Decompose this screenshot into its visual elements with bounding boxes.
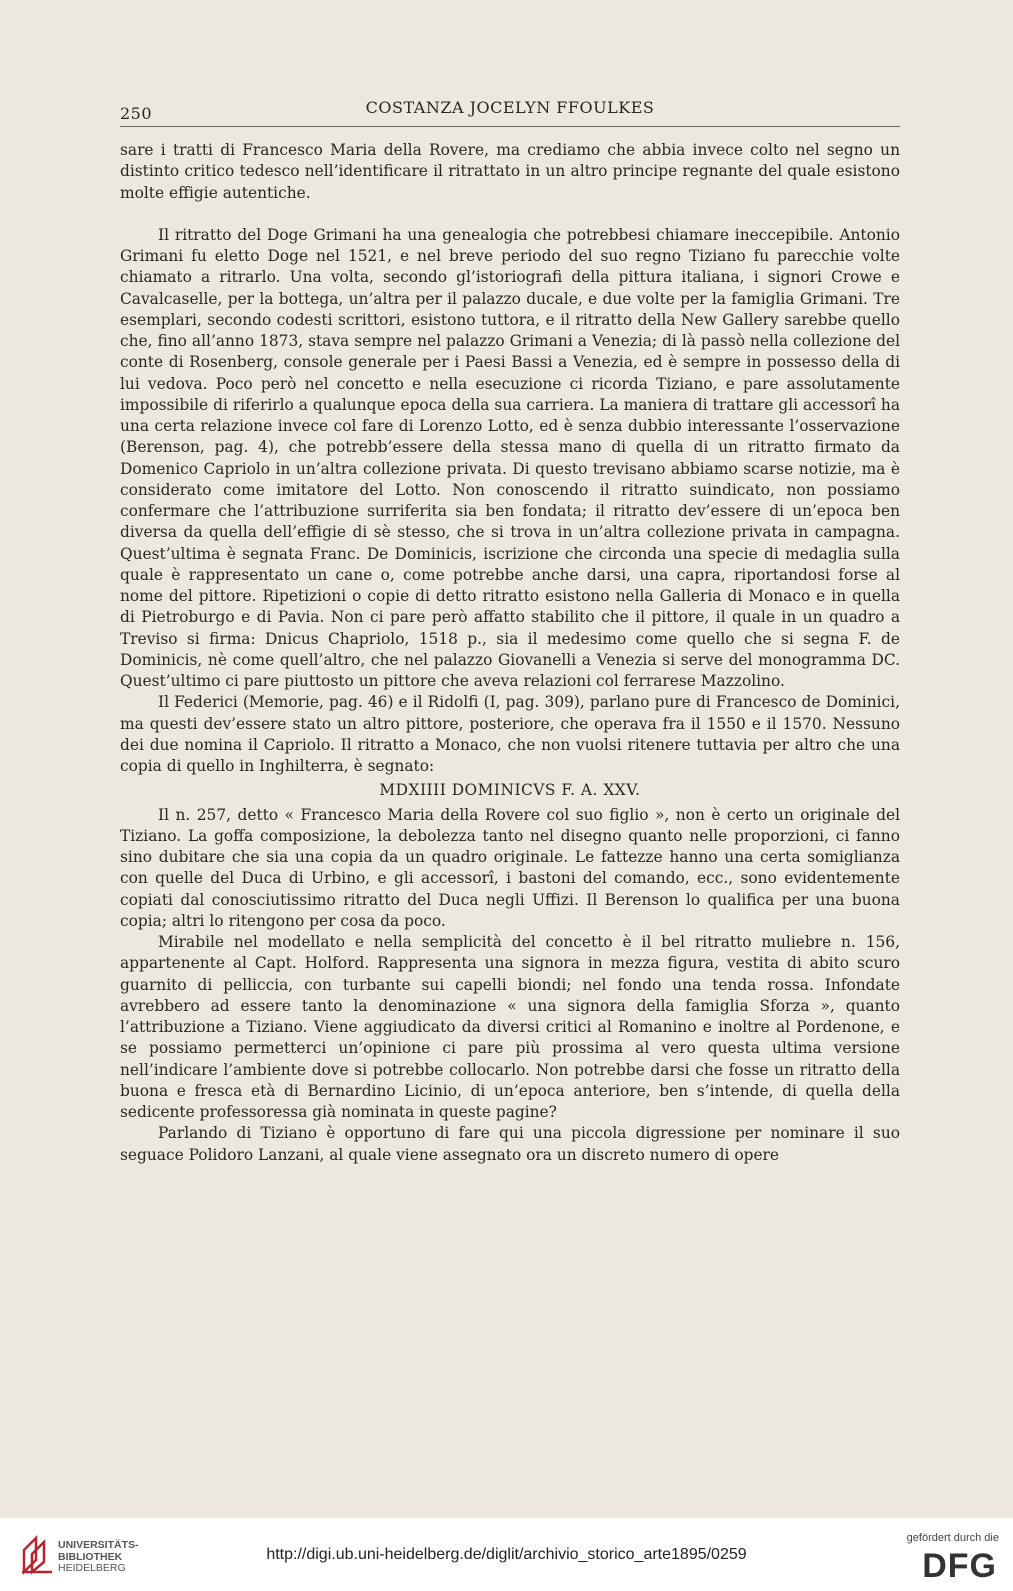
paragraph-2: Il ritratto del Doge Grimani ha una genealogia che potrebbesi chiamare ineccepibile. Antonio Grimani fu eletto Doge nel 1521, e nel breve periodo del suo regno Tiziano fu parecchie volte chiamato a ritrarlo. Una volta, secondo gl’istoriografi della pittura italiana, i signori Crowe e Cavalcaselle, per la bottega, un’altra per il palazzo ducale, e due volte per la famiglia Grimani. Tre esemplari, secondo codesti scrittori, esistono tuttora, e il ritratto della New Gallery sarebbe quello che, fino all’anno 1873, stava sempre nel palazzo Grimani a Venezia; di là passò nella collezione del conte di Rosenberg, console generale per i Paesi Bassi a Venezia, ed è sempre in possesso della di lui vedova. Poco però nel concetto e nella esecuzione ci ricorda Tiziano, e pare assolutamente impossibile di riferirlo a qualunque epoca della sua carriera. La maniera di trattare gli accessorî ha una certa relazione invece col fare di Lorenzo Lotto, ed è senza dubbio interessante l’osservazione (Berenson, pag. 4), che potrebb’essere della stessa mano di quella di un ritratto firmato da Domenico Capriolo in un’altra collezione privata. Di questo trevisano abbiamo scarse notizie, ma è considerato come imitatore del Lotto. Non conoscendo il ritratto suindicato, non possiamo confermare che l’attribuzione surriferita sia ben fondata; il ritratto dev’essere di un’epoca ben diversa da quella dell’effigie di sè stesso, che si trova in un’altra collezione privata in campagna. Quest’ultima è segnata Franc. De Dominicis, iscrizione che circonda una specie di medaglia sulla quale è rappresentato un cane o, come potrebbe anche darsi, una capra, riportandosi forse al nome del pittore. Ripetizioni o copie di detto ritratto esistono nella Galleria di Monaco e in quella di Pietroburgo e di Pavia. Non ci pare però affatto stabilito che il pittore, il quale in un quadro a Treviso si firma: Dnicus Chapriolo, 1518 p., sia il medesimo come quello che si segna F. de Dominicis, nè come quell’altro, che nel palazzo Giovanelli a Venezia si serve del monogramma DC. Quest’ultimo ci pare piuttosto un pittore che aveva relazioni col ferrarese Mazzolino. (120, 225, 900, 690)
running-title: COSTANZA JOCELYN FFOULKES (365, 98, 655, 117)
library-line-2: BIBLIOTHEK (58, 1550, 123, 1563)
page-number: 250 (120, 104, 153, 123)
paragraph-3: Il Federici (Memorie, pag. 46) e il Ridolfi (I, pag. 309), parlano pure di Francesco de Dominici, ma questi dev’essere stato un altro pittore, posteriore, che operava fra il 1550 e il 1570. Nessuno dei due nomina il Capriolo. Il ritratto a Monaco, che non vuolsi ritenere tuttavia per altro che una copia di quello in Inghilterra, è segnato: (120, 693, 900, 775)
paragraph-5: Mirabile nel modellato e nella semplicità del concetto è il bel ritratto muliebre n. 156, appartenente al Capt. Holford. Rappresenta una signora in mezza figura, vestita di abito scuro guarnito di pelliccia, con turbante sui capelli biondi; nel fondo una tenda rossa. Infondate avrebbero ad essere tanto la denominazione « una signora della famiglia Sforza », quanto l’attribuzione a Tiziano. Viene aggiudicato da diversi critici al Romanino e inoltre al Pordenone, e se possiamo permetterci un’opinione ci pare più prossima al vero questa ultima versione nell’indicare l’ambiente dove si potrebbe collocarlo. Non potrebbe darsi che fosse un ritratto della buona e fresca età di Bernardino Licinio, di un’epoca anteriore, ben s’intende, di quella della sedicente professoressa già nominata in queste pagine? (120, 933, 900, 1121)
digital-copy-url (0, 1546, 1013, 1564)
body-text (120, 140, 900, 1166)
inscription: MDXIIII DOMINICVS F. A. XXV. (379, 781, 641, 800)
funded-by-label: gefördert durch die (906, 1532, 999, 1544)
dfg-logo: DFG (922, 1547, 997, 1585)
library-line-3: HEIDELBERG (58, 1562, 126, 1574)
paragraph-4: Il n. 257, detto « Francesco Maria della Rovere col suo figlio », non è certo un originale del Tiziano. La goffa composizione, la debolezza tanto nel disegno quanto nelle proporzioni, ci fanno sino dubitare che sia una copia da un quadro originale. Le fattezze hanno una certa somiglianza con quelle del Duca di Urbino, e gli accessorî, i bastoni del comando, ecc., sono evidentemente copiati dal conosciutissimo ritratto del Duca negli Uffizi. Il Berenson lo qualifica per una buona copia; altri lo ritengono per cosa da poco. (120, 805, 900, 930)
paragraph-1: sare i tratti di Francesco Maria della Rovere, ma crediamo che abbia invece colto nel segno un distinto critico tedesco nell’identificare il ritrattato in un altro principe regnante del quale esistono molte effigie autentiche. (120, 141, 900, 202)
digital-copy-link[interactable]: http://digi.ub.uni-heidelberg.de/diglit/archivio_storico_arte1895/0259 (266, 1546, 747, 1563)
paragraph-6: Parlando di Tiziano è opportuno di fare qui una piccola digressione per nominare il suo seguace Polidoro Lanzani, al quale viene assegnato ora un discreto numero di opere (120, 1124, 900, 1164)
page-header (120, 98, 900, 124)
footer-bar (0, 1518, 1013, 1591)
library-line-1: UNIVERSITÄTS- (58, 1539, 139, 1551)
header-rule (120, 126, 900, 127)
